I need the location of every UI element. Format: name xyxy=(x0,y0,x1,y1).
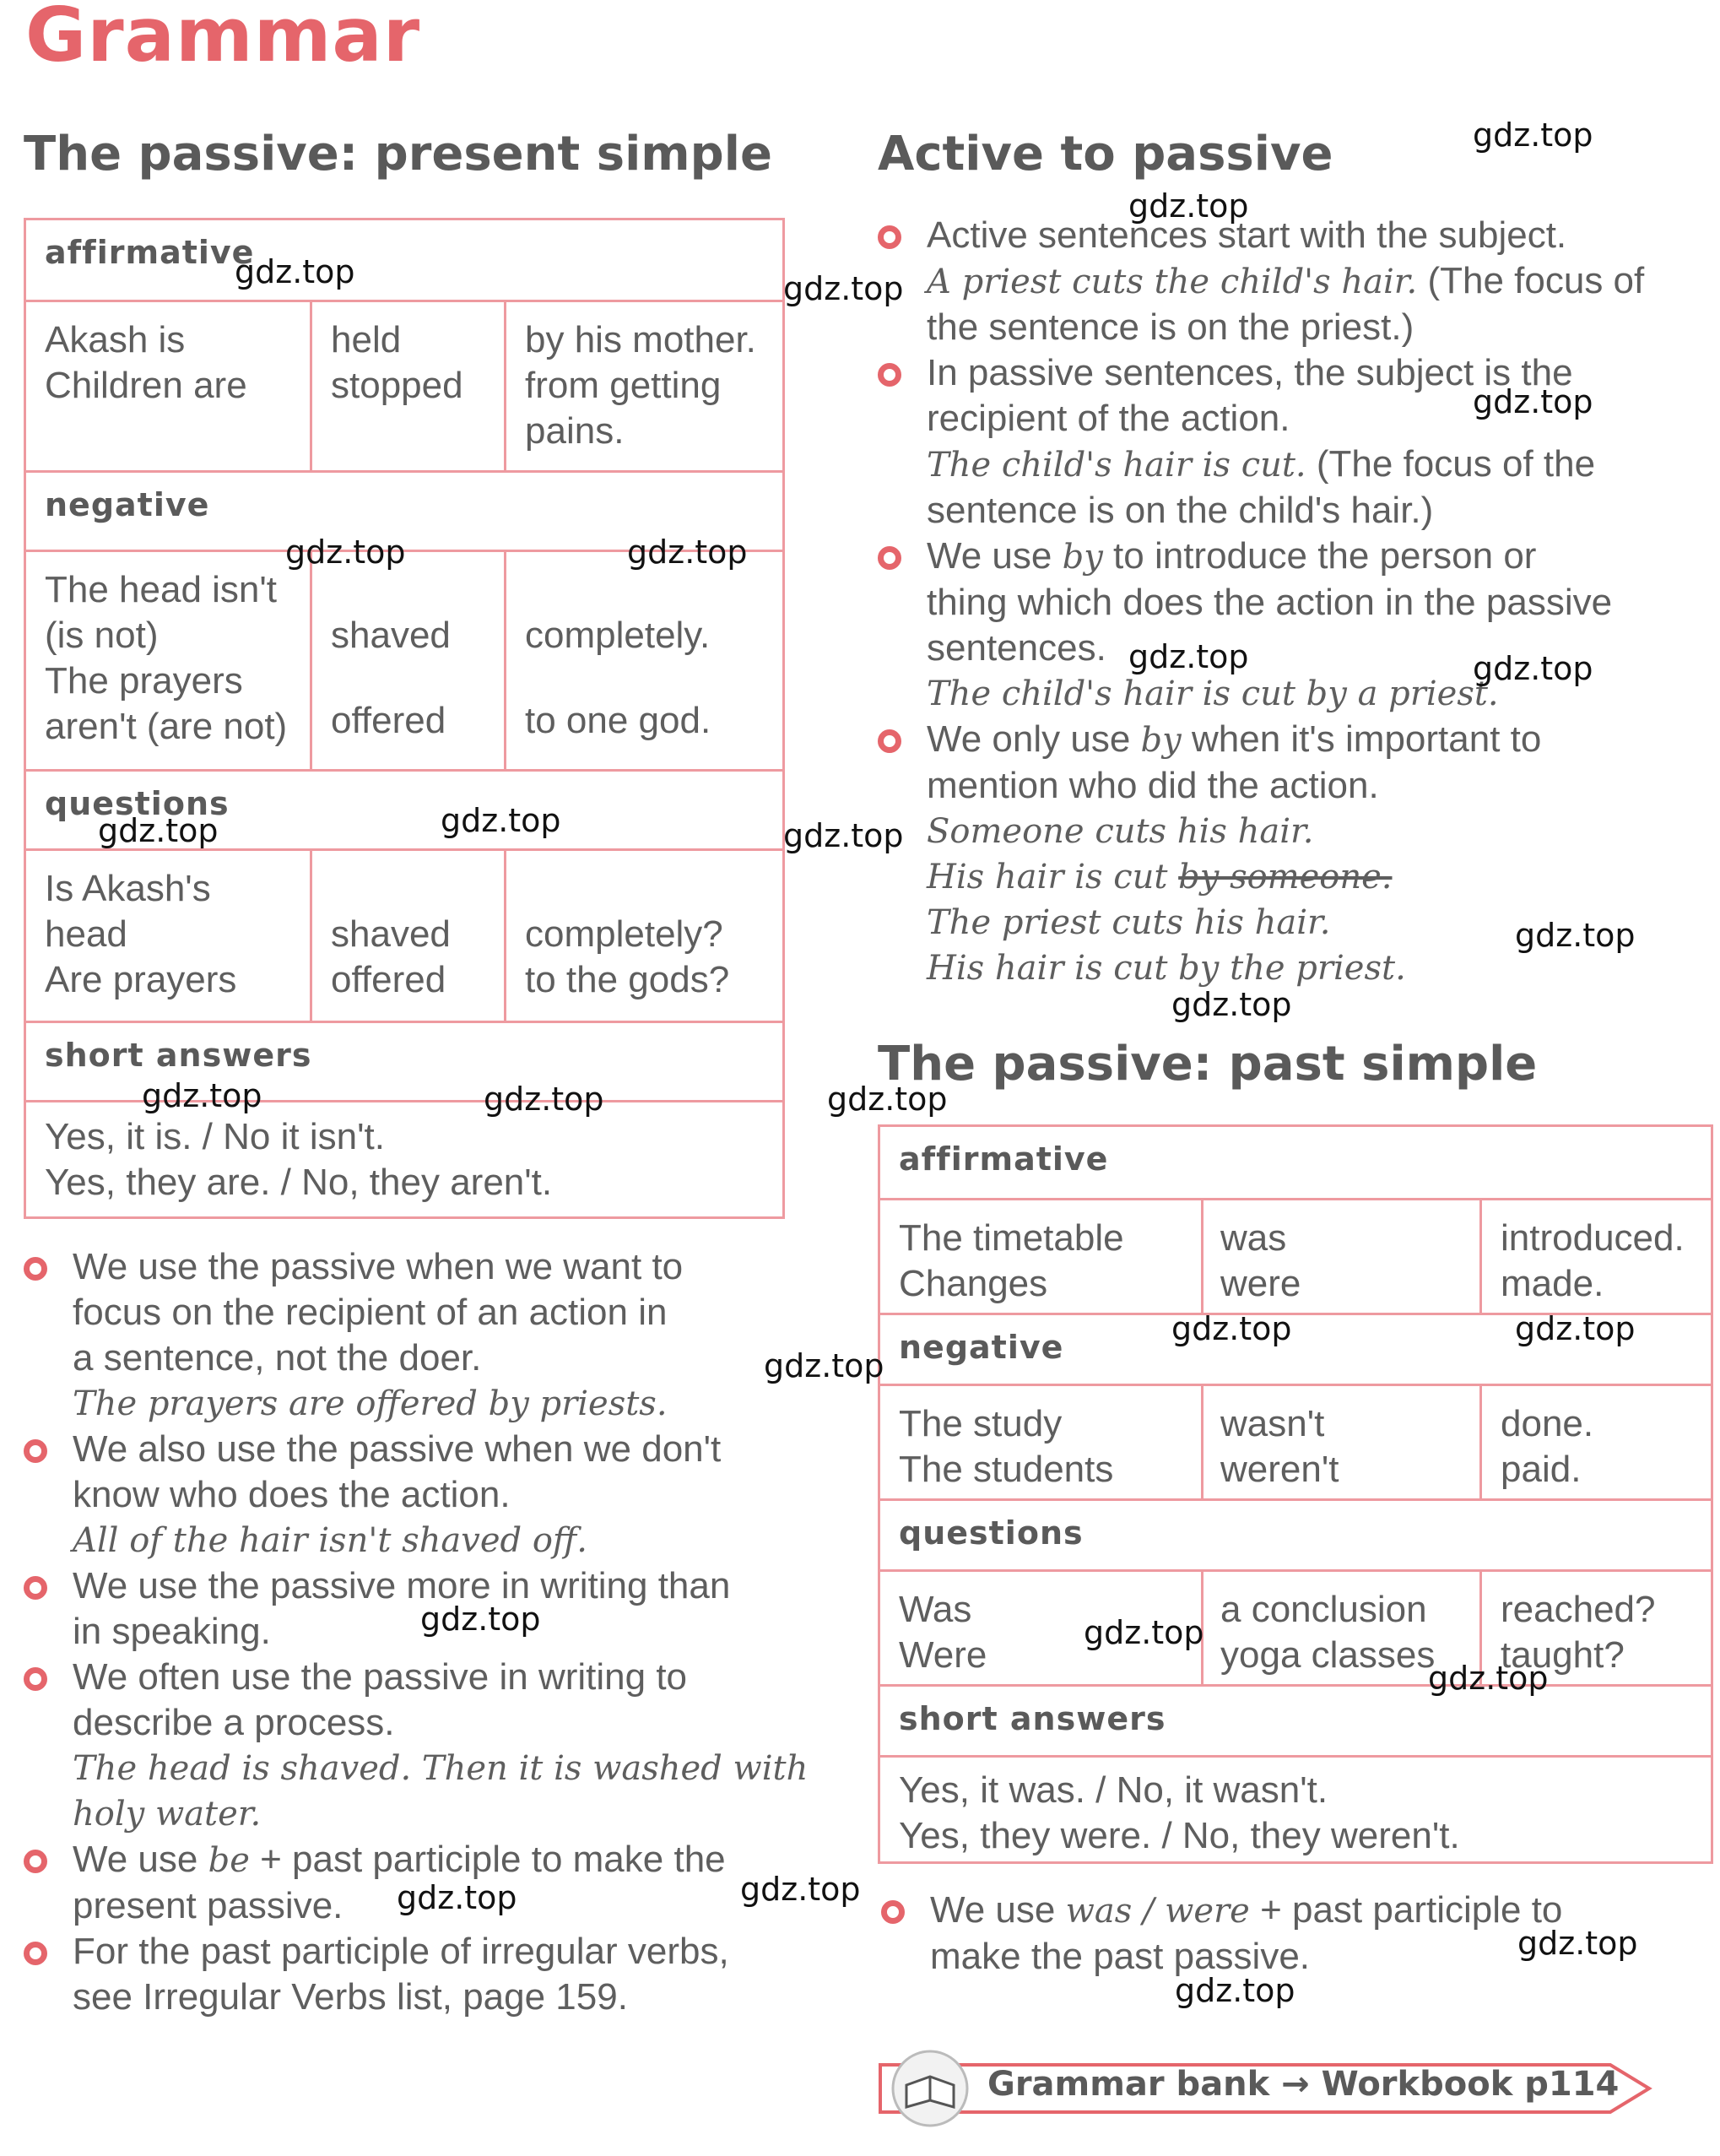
past-negative-subjects: The study The students xyxy=(899,1403,1114,1490)
note-item: In passive sentences, the subject is the recipient of the action. The child's hair is cut. (The focus of the sentence is on the child's hair.) xyxy=(878,350,1688,534)
negative-verbs: shaved offered xyxy=(310,552,504,769)
short-answers-heading: short answers xyxy=(26,1021,782,1100)
watermark: gdz.top xyxy=(1473,650,1593,687)
short-answers-text: Yes, it is. / No it isn't. Yes, they are. / No, they aren't. xyxy=(45,1116,553,1203)
short-answers-row xyxy=(26,1100,782,1216)
negative-heading: negative xyxy=(26,470,782,550)
watermark: gdz.top xyxy=(783,270,904,307)
past-short-answers-text: Yes, it was. / No, it wasn't. Yes, they were. / No, they weren't. xyxy=(899,1769,1460,1856)
watermark: gdz.top xyxy=(397,1879,517,1916)
past-questions-subjects: Was Were xyxy=(899,1589,987,1676)
bullet-icon xyxy=(24,1439,47,1463)
affirmative-subjects: Akash is Children are xyxy=(45,319,247,406)
book-icon xyxy=(890,2048,971,2129)
past-negative-heading: negative xyxy=(880,1313,1711,1384)
watermark: gdz.top xyxy=(1171,986,1292,1023)
negative-row xyxy=(26,550,782,769)
affirmative-complements: by his mother. from getting pains. xyxy=(504,302,782,470)
past-affirmative-verbs: was were xyxy=(1201,1200,1479,1313)
present-simple-title: The passive: present simple xyxy=(24,127,772,181)
watermark: gdz.top xyxy=(1175,1972,1295,2009)
bullet-icon xyxy=(878,363,901,387)
watermark: gdz.top xyxy=(1517,1925,1638,1962)
watermark: gdz.top xyxy=(764,1347,884,1384)
bullet-icon xyxy=(24,1942,47,1965)
past-negative-complements: done. paid. xyxy=(1479,1386,1711,1498)
watermark: gdz.top xyxy=(98,812,219,849)
note-item: Active sentences start with the subject. A priest cuts the child's hair. (The focus of the sentence is on the priest.) xyxy=(878,213,1688,350)
questions-verbs: shaved offered xyxy=(310,851,504,1021)
past-affirmative-complements: introduced. made. xyxy=(1479,1200,1711,1313)
bullet-icon xyxy=(24,1576,47,1600)
watermark: gdz.top xyxy=(1473,383,1593,420)
watermark: gdz.top xyxy=(484,1081,604,1118)
active-to-passive-title: Active to passive xyxy=(878,127,1333,181)
bullet-icon xyxy=(878,225,901,249)
grammar-bank-label: Grammar bank → Workbook p114 xyxy=(987,2065,1620,2104)
present-simple-table xyxy=(24,218,785,1219)
watermark: gdz.top xyxy=(235,253,355,290)
grammar-bank-banner[interactable] xyxy=(878,2060,1654,2117)
watermark: gdz.top xyxy=(1515,1310,1636,1347)
note-item: We use by to introduce the person or thing which does the action in the passive sentences. The child's hair is cut by a priest. xyxy=(878,534,1688,717)
past-questions-complements: reached? taught? xyxy=(1479,1572,1711,1684)
note-item: We use the passive when we want to focus on the recipient of an action in a sentence, not the doer. The prayers are offered by priests. xyxy=(24,1244,783,1427)
bullet-icon xyxy=(881,1900,905,1924)
affirmative-row xyxy=(26,300,782,470)
watermark: gdz.top xyxy=(1515,917,1636,954)
affirmative-verbs: held stopped xyxy=(310,302,504,470)
past-simple-table xyxy=(878,1124,1713,1864)
past-short-answers-heading: short answers xyxy=(880,1684,1711,1755)
watermark: gdz.top xyxy=(285,534,406,571)
questions-subjects: Is Akash's head Are prayers xyxy=(45,868,237,1000)
past-questions-row xyxy=(880,1569,1711,1684)
past-negative-row xyxy=(880,1384,1711,1498)
note-item: We also use the passive when we don't know who does the action. All of the hair isn't shaved off. xyxy=(24,1427,783,1563)
past-questions-heading: questions xyxy=(880,1498,1711,1569)
watermark: gdz.top xyxy=(627,534,748,571)
bullet-icon xyxy=(24,1257,47,1281)
watermark: gdz.top xyxy=(1128,187,1249,225)
watermark: gdz.top xyxy=(783,817,904,854)
negative-complements: completely. to one god. xyxy=(504,552,782,769)
watermark: gdz.top xyxy=(1428,1660,1549,1697)
page-title: Grammar xyxy=(25,0,421,79)
watermark: gdz.top xyxy=(441,802,561,839)
past-questions-verbs: a conclusion yoga classes xyxy=(1201,1572,1479,1684)
watermark: gdz.top xyxy=(740,1871,861,1908)
questions-row xyxy=(26,848,782,1021)
past-affirmative-heading: affirmative xyxy=(899,1140,1109,1178)
bullet-icon xyxy=(24,1667,47,1691)
past-short-answers-row xyxy=(880,1755,1711,1861)
affirmative-heading: affirmative xyxy=(45,234,255,271)
note-item: We often use the passive in writing to describe a process. The head is shaved. Then it is washed with holy water. xyxy=(24,1655,783,1837)
bullet-icon xyxy=(24,1850,47,1873)
watermark: gdz.top xyxy=(1171,1310,1292,1347)
note-item: We only use by when it's important to mention who did the action. Someone cuts his hair. His hair is cut by someone. The priest cuts his hair. His hair is cut by the priest. xyxy=(878,717,1688,991)
note-item: We use the passive more in writing than in speaking. xyxy=(24,1563,783,1655)
past-simple-title: The passive: past simple xyxy=(878,1037,1538,1092)
questions-complements: completely? to the gods? xyxy=(504,851,782,1021)
watermark: gdz.top xyxy=(142,1077,262,1114)
watermark: gdz.top xyxy=(420,1601,541,1638)
note-item: We use was / were + past participle to make the past passive. xyxy=(881,1888,1691,1980)
past-affirmative-subjects: The timetable Changes xyxy=(899,1217,1124,1304)
watermark: gdz.top xyxy=(1473,116,1593,154)
questions-heading: questions xyxy=(26,769,782,848)
bullet-icon xyxy=(878,546,901,570)
note-item: For the past participle of irregular verbs, see Irregular Verbs list, page 159. xyxy=(24,1929,783,2020)
bullet-icon xyxy=(878,729,901,753)
past-affirmative-row xyxy=(880,1198,1711,1313)
negative-subjects: The head isn't (is not) The prayers aren't (are not) xyxy=(45,569,288,747)
watermark: gdz.top xyxy=(1128,638,1249,675)
watermark: gdz.top xyxy=(827,1081,948,1118)
watermark: gdz.top xyxy=(1084,1614,1204,1651)
past-negative-verbs: wasn't weren't xyxy=(1201,1386,1479,1498)
active-to-passive-notes xyxy=(878,213,1688,991)
note-item: We use be + past participle to make the present passive. xyxy=(24,1837,783,1929)
